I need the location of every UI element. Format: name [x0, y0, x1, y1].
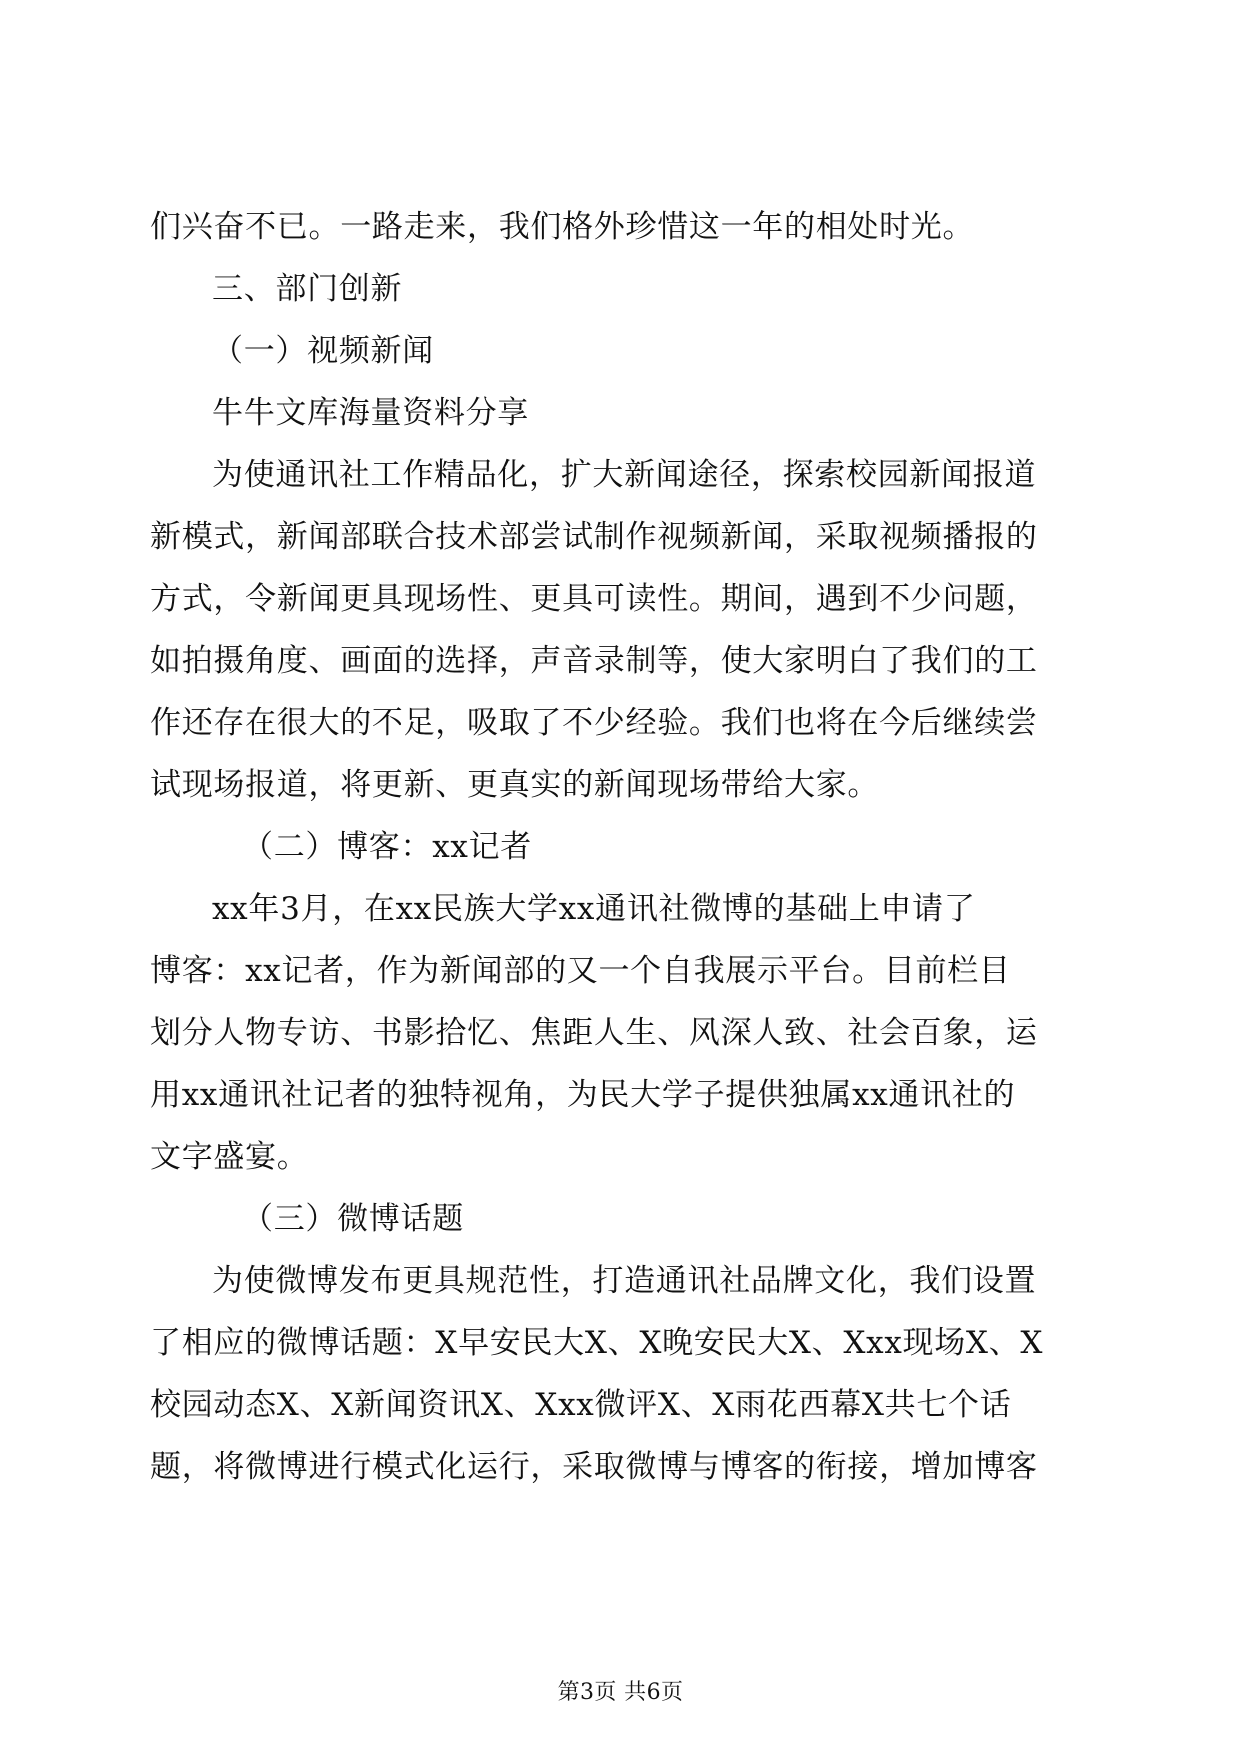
text-line: 方式，令新闻更具现场性、更具可读性。期间，遇到不少问题，: [150, 581, 1038, 617]
text-line: 如拍摄角度、画面的选择，声音录制等，使大家明白了我们的工: [150, 643, 1038, 679]
text-line: xx年3月，在xx民族大学xx通讯社微博的基础上申请了: [212, 891, 976, 927]
text-line: 了相应的微博话题：X早安民大X、X晚安民大X、Xxx现场X、X: [150, 1325, 1044, 1361]
document-body: [150, 205, 1100, 1507]
page-footer: [0, 1678, 1241, 1708]
text-line: 用xx通讯社记者的独特视角，为民大学子提供独属xx通讯社的: [150, 1077, 1016, 1113]
text-line: 们兴奋不已。一路走来，我们格外珍惜这一年的相处时光。: [150, 209, 975, 245]
text-line: 新模式，新闻部联合技术部尝试制作视频新闻，采取视频播报的: [150, 519, 1038, 555]
page-number-indicator: 第3页 共6页: [557, 1680, 684, 1705]
text-line: 为使通讯社工作精品化，扩大新闻途径，探索校园新闻报道: [212, 457, 1037, 493]
text-line: 划分人物专访、书影拾忆、焦距人生、风深人致、社会百象，运: [150, 1015, 1038, 1051]
text-line: 牛牛文库海量资料分享: [212, 395, 529, 431]
text-line: 作还存在很大的不足，吸取了不少经验。我们也将在今后继续尝: [150, 705, 1038, 741]
text-line: 试现场报道，将更新、更真实的新闻现场带给大家。: [150, 767, 880, 803]
text-line: 为使微博发布更具规范性，打造通讯社品牌文化，我们设置: [212, 1263, 1037, 1299]
text-line: 校园动态X、X新闻资讯X、Xxx微评X、X雨花西幕X共七个话: [150, 1387, 1012, 1423]
text-line: （三）微博话题: [242, 1201, 464, 1237]
text-line: 文字盛宴。: [150, 1139, 309, 1175]
text-line: 题，将微博进行模式化运行，采取微博与博客的衔接，增加博客: [150, 1449, 1038, 1485]
text-line: （二）博客：xx记者: [242, 829, 532, 865]
text-line: （一）视频新闻: [212, 333, 434, 369]
text-line: 三、部门创新: [212, 271, 403, 307]
text-line: 博客：xx记者，作为新闻部的又一个自我展示平台。目前栏目: [150, 953, 1011, 989]
